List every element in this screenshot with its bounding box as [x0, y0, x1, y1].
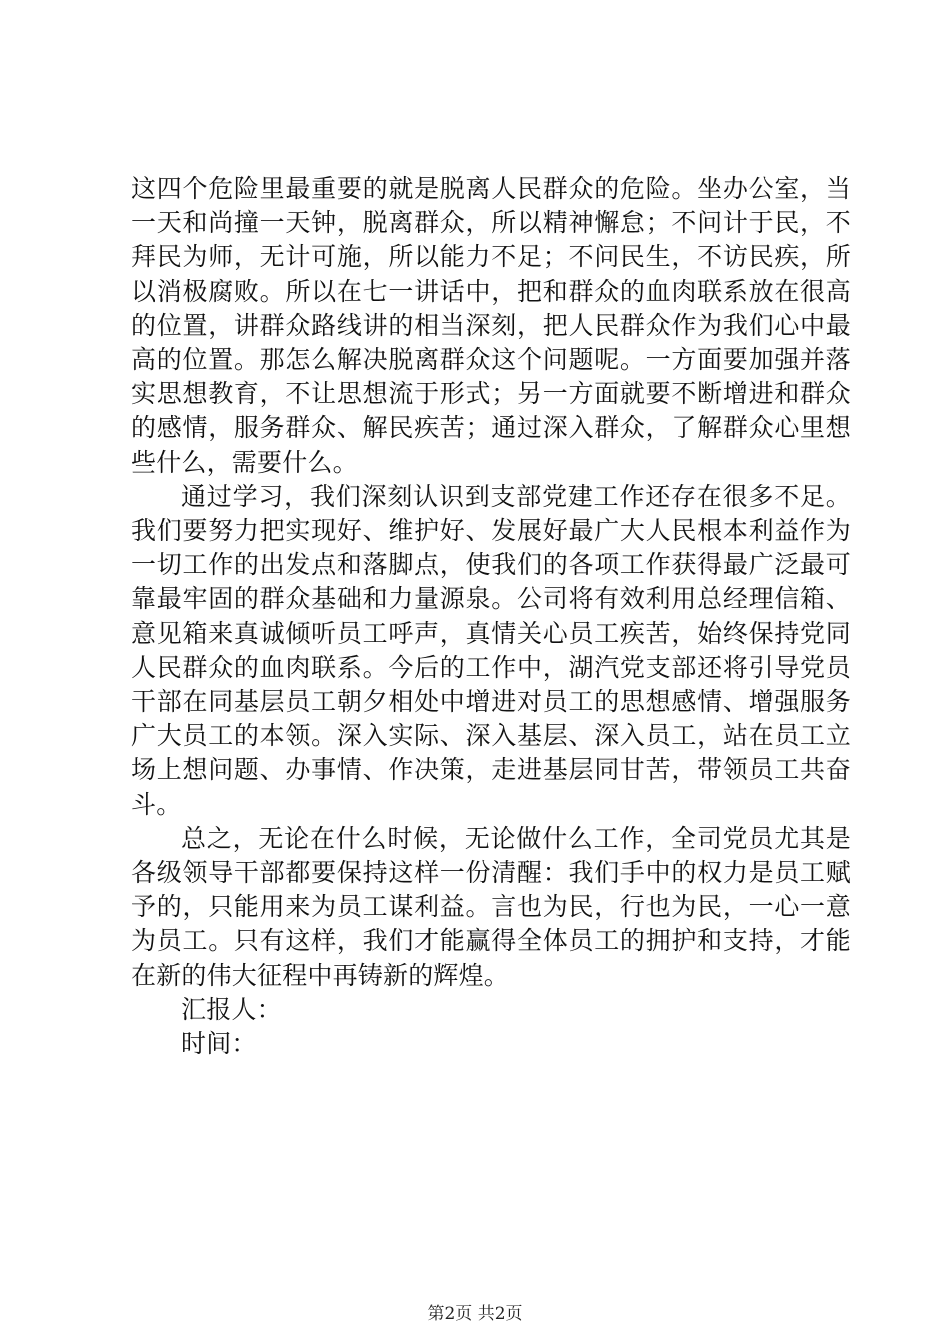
- page-number-footer: 第2页 共2页: [427, 1304, 523, 1324]
- paragraph-3: 总之，无论在什么时候，无论做什么工作，全司党员尤其是各级领导干部都要保持这样一份清醒：我们手中的权力是员工赋予的，只能用来为员工谋利益。言也为民，行也为民，一心一意为员工。只有这样，我们才能赢得全体员工的拥护和支持，才能在新的伟大征程中再铸新的辉煌。: [131, 823, 851, 990]
- time-label: 时间：: [181, 1029, 257, 1059]
- paragraph-2: 通过学习，我们深刻认识到支部党建工作还存在很多不足。我们要努力把实现好、维护好、发展好最广大人民根本利益作为一切工作的出发点和落脚点，使我们的各项工作获得最广泛最可靠最牢固的群众基础和力量源泉。公司将有效利用总经理信箱、意见箱来真诚倾听员工呼声，真情关心员工疾苦，始终保持党同人民群众的血肉联系。今后的工作中，湖汽党支部还将引导党员干部在同基层员工朝夕相处中增进对员工的思想感情、增强服务广大员工的本领。深入实际、深入基层、深入员工，站在员工立场上想问题、办事情、作决策，走进基层同甘苦，带领员工共奋斗。: [131, 481, 851, 819]
- paragraph-1: 这四个危险里最重要的就是脱离人民群众的危险。坐办公室，当一天和尚撞一天钟，脱离群众，所以精神懈怠；不问计于民，不拜民为师，无计可施，所以能力不足；不问民生，不访民疾，所以消极腐败。所以在七一讲话中，把和群众的血肉联系放在很高的位置，讲群众路线讲的相当深刻，把人民群众作为我们心中最高的位置。那怎么解决脱离群众这个问题呢。一方面要加强并落实思想教育，不让思想流于形式；另一方面就要不断增进和群众的感情，服务群众、解民疾苦；通过深入群众，了解群众心里想些什么，需要什么。: [131, 174, 851, 477]
- document-body: [131, 172, 851, 1061]
- reporter-label: 汇报人：: [181, 994, 282, 1024]
